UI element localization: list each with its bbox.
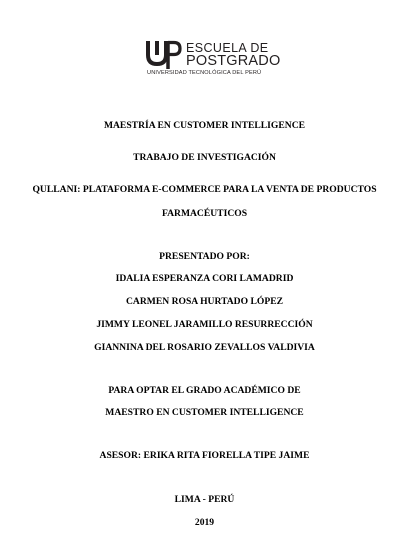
location: LIMA - PERÚ (174, 494, 235, 505)
degree-purpose-line1: PARA OPTAR EL GRADO ACADÉMICO DE (108, 385, 301, 396)
degree-purpose-line2: MAESTRO EN CUSTOMER INTELLIGENCE (105, 407, 304, 418)
institution-logo (146, 38, 281, 82)
thesis-title-line1: QULLANI: PLATAFORMA E-COMMERCE PARA LA VENTA DE PRODUCTOS (32, 184, 377, 195)
program-name: MAESTRÍA EN CUSTOMER INTELLIGENCE (103, 120, 306, 131)
thesis-title-line2: FARMACÉUTICOS (161, 208, 248, 219)
utp-monogram-icon (146, 38, 182, 70)
author-name: JIMMY LEONEL JARAMILLO RESURRECCIÓN (96, 319, 313, 330)
author-name: CARMEN ROSA HURTADO LÓPEZ (126, 296, 283, 307)
presented-by-label: PRESENTADO POR: (159, 251, 250, 262)
logo-text-line1: ESCUELA DE (186, 41, 269, 55)
advisor-name: ASESOR: ERIKA RITA FIORELLA TIPE JAIME (99, 450, 310, 461)
author-name: GIANNINA DEL ROSARIO ZEVALLOS VALDIVIA (94, 342, 315, 353)
logo-text-line2: POSTGRADO (186, 53, 281, 69)
logo-university-name: UNIVERSIDAD TECNOLÓGICA DEL PERÚ (147, 70, 262, 76)
year: 2019 (194, 517, 215, 528)
work-type: TRABAJO DE INVESTIGACIÓN (133, 152, 276, 163)
author-name: IDALIA ESPERANZA CORI LAMADRID (115, 273, 294, 284)
